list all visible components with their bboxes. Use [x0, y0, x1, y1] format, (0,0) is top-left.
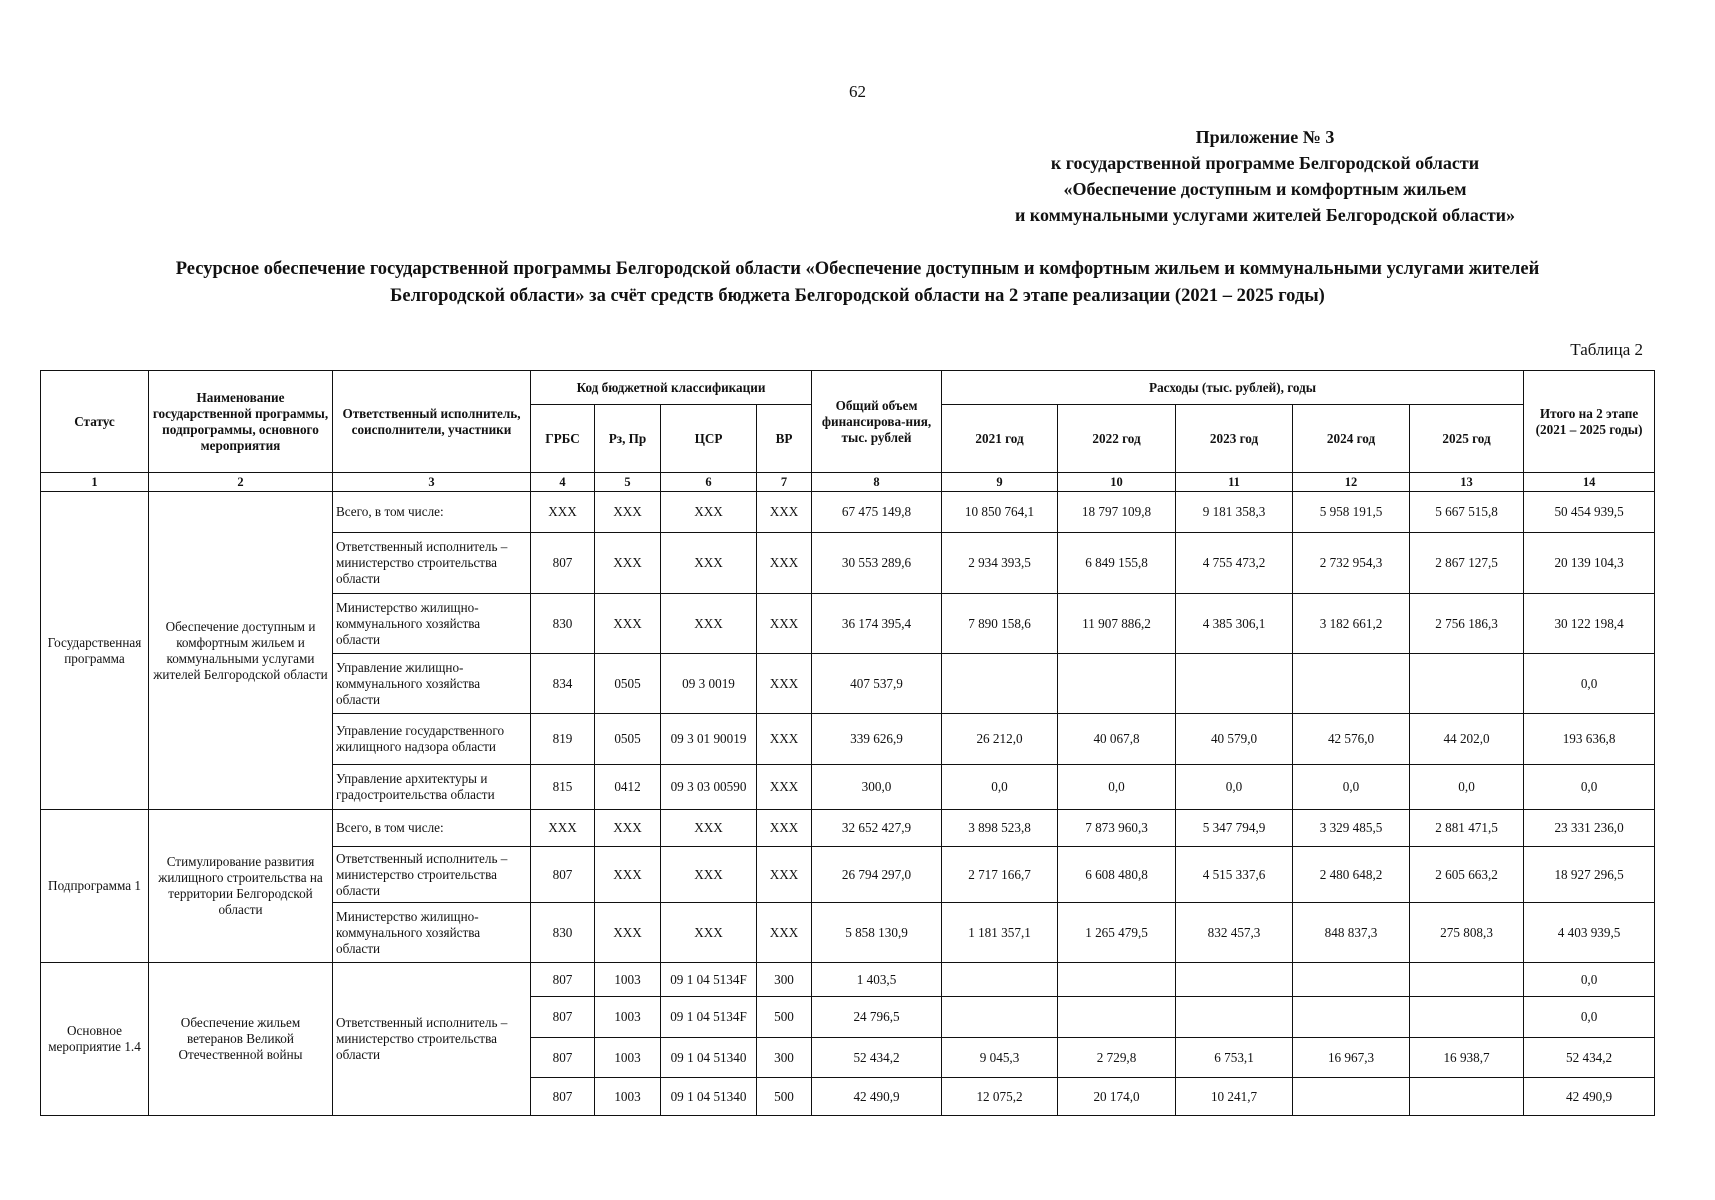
- status-cell: Подпрограмма 1: [41, 810, 149, 963]
- y2022-cell: 1 265 479,5: [1058, 903, 1176, 963]
- header-2024: 2024 год: [1293, 405, 1410, 473]
- y2024-cell: 2 732 954,3: [1293, 533, 1410, 594]
- y2024-cell: 2 480 648,2: [1293, 847, 1410, 903]
- y2023-cell: 0,0: [1176, 765, 1293, 810]
- y2022-cell: 11 907 886,2: [1058, 594, 1176, 654]
- y2023-cell: 40 579,0: [1176, 714, 1293, 765]
- grbs-cell: 807: [531, 1038, 595, 1078]
- itogo-cell: 52 434,2: [1524, 1038, 1655, 1078]
- y2023-cell: 10 241,7: [1176, 1078, 1293, 1116]
- y2021-cell: 2 717 166,7: [942, 847, 1058, 903]
- index-cell: 8: [812, 473, 942, 492]
- header-2023: 2023 год: [1176, 405, 1293, 473]
- vr-cell: 500: [757, 1078, 812, 1116]
- index-cell: 7: [757, 473, 812, 492]
- y2021-cell: 10 850 764,1: [942, 492, 1058, 533]
- y2024-cell: 5 958 191,5: [1293, 492, 1410, 533]
- grbs-cell: 819: [531, 714, 595, 765]
- title-line: Белгородской области» за счёт средств бюджета Белгородской области на 2 этапе реализации (2021 – 2025 годы): [390, 286, 1325, 306]
- grbs-cell: 807: [531, 847, 595, 903]
- rzpr-cell: 0412: [595, 765, 661, 810]
- header-budget-code: Код бюджетной классификации: [531, 371, 812, 405]
- vr-cell: XXX: [757, 847, 812, 903]
- total-cell: 42 490,9: [812, 1078, 942, 1116]
- y2024-cell: 848 837,3: [1293, 903, 1410, 963]
- grbs-cell: 807: [531, 963, 595, 997]
- y2024-cell: 0,0: [1293, 765, 1410, 810]
- grbs-cell: 807: [531, 533, 595, 594]
- y2023-cell: 6 753,1: [1176, 1038, 1293, 1078]
- total-cell: 407 537,9: [812, 654, 942, 714]
- y2021-cell: [942, 997, 1058, 1038]
- y2025-cell: 2 867 127,5: [1410, 533, 1524, 594]
- header-2021: 2021 год: [942, 405, 1058, 473]
- executor-cell: Всего, в том числе:: [333, 810, 531, 847]
- y2022-cell: [1058, 997, 1176, 1038]
- executor-cell: Министерство жилищно-коммунального хозяйства области: [333, 594, 531, 654]
- header-status: Статус: [41, 371, 149, 473]
- y2023-cell: [1176, 963, 1293, 997]
- index-cell: 9: [942, 473, 1058, 492]
- vr-cell: XXX: [757, 492, 812, 533]
- y2024-cell: 42 576,0: [1293, 714, 1410, 765]
- table-row: [41, 810, 1655, 847]
- executor-cell: Ответственный исполнитель – министерство строительства области: [333, 963, 531, 1116]
- header-2022: 2022 год: [1058, 405, 1176, 473]
- appendix-line: и коммунальными услугами жителей Белгородской области»: [1014, 205, 1516, 225]
- total-cell: 339 626,9: [812, 714, 942, 765]
- header-vr: ВР: [757, 405, 812, 473]
- index-cell: 3: [333, 473, 531, 492]
- appendix-line: к государственной программе Белгородской области: [1050, 153, 1480, 173]
- y2024-cell: 3 329 485,5: [1293, 810, 1410, 847]
- y2025-cell: 16 938,7: [1410, 1038, 1524, 1078]
- csr-cell: XXX: [661, 810, 757, 847]
- index-cell: 6: [661, 473, 757, 492]
- executor-cell: Министерство жилищно-коммунального хозяйства области: [333, 903, 531, 963]
- title-line: Ресурсное обеспечение государственной программы Белгородской области «Обеспечение доступным и комфортным жильем и коммунальными услугами жителей: [175, 259, 1540, 279]
- header-grbs: ГРБС: [531, 405, 595, 473]
- y2025-cell: 5 667 515,8: [1410, 492, 1524, 533]
- total-cell: 5 858 130,9: [812, 903, 942, 963]
- csr-cell: 09 3 01 90019: [661, 714, 757, 765]
- rzpr-cell: 1003: [595, 1078, 661, 1116]
- y2022-cell: 2 729,8: [1058, 1038, 1176, 1078]
- resource-table: [40, 370, 1655, 1116]
- total-cell: 30 553 289,6: [812, 533, 942, 594]
- y2022-cell: 18 797 109,8: [1058, 492, 1176, 533]
- page-number: 62: [849, 82, 866, 101]
- header-2025: 2025 год: [1410, 405, 1524, 473]
- y2025-cell: 44 202,0: [1410, 714, 1524, 765]
- y2023-cell: 4 515 337,6: [1176, 847, 1293, 903]
- rzpr-cell: 0505: [595, 654, 661, 714]
- grbs-cell: 807: [531, 997, 595, 1038]
- csr-cell: 09 1 04 5134F: [661, 997, 757, 1038]
- total-cell: 24 796,5: [812, 997, 942, 1038]
- itogo-cell: 23 331 236,0: [1524, 810, 1655, 847]
- total-cell: 52 434,2: [812, 1038, 942, 1078]
- total-cell: 300,0: [812, 765, 942, 810]
- y2021-cell: [942, 654, 1058, 714]
- itogo-cell: 50 454 939,5: [1524, 492, 1655, 533]
- itogo-cell: 0,0: [1524, 997, 1655, 1038]
- rzpr-cell: XXX: [595, 810, 661, 847]
- csr-cell: 09 3 03 00590: [661, 765, 757, 810]
- csr-cell: XXX: [661, 492, 757, 533]
- index-cell: 4: [531, 473, 595, 492]
- header-total: Общий объем финансирова-ния, тыс. рублей: [812, 371, 942, 473]
- header-expenses: Расходы (тыс. рублей), годы: [942, 371, 1524, 405]
- y2024-cell: [1293, 997, 1410, 1038]
- y2021-cell: 2 934 393,5: [942, 533, 1058, 594]
- itogo-cell: 42 490,9: [1524, 1078, 1655, 1116]
- program-name-cell: Стимулирование развития жилищного строительства на территории Белгородской области: [149, 810, 333, 963]
- grbs-cell: 815: [531, 765, 595, 810]
- rzpr-cell: XXX: [595, 847, 661, 903]
- csr-cell: XXX: [661, 903, 757, 963]
- y2022-cell: 7 873 960,3: [1058, 810, 1176, 847]
- rzpr-cell: 1003: [595, 963, 661, 997]
- rzpr-cell: XXX: [595, 594, 661, 654]
- table-label: Таблица 2: [1570, 340, 1643, 359]
- index-cell: 12: [1293, 473, 1410, 492]
- y2025-cell: 2 881 471,5: [1410, 810, 1524, 847]
- y2021-cell: 26 212,0: [942, 714, 1058, 765]
- y2025-cell: 0,0: [1410, 765, 1524, 810]
- csr-cell: 09 1 04 51340: [661, 1078, 757, 1116]
- y2025-cell: 2 756 186,3: [1410, 594, 1524, 654]
- y2025-cell: [1410, 654, 1524, 714]
- csr-cell: XXX: [661, 594, 757, 654]
- itogo-cell: 0,0: [1524, 765, 1655, 810]
- grbs-cell: 830: [531, 594, 595, 654]
- rzpr-cell: 1003: [595, 997, 661, 1038]
- vr-cell: XXX: [757, 765, 812, 810]
- itogo-cell: 0,0: [1524, 654, 1655, 714]
- csr-cell: 09 1 04 51340: [661, 1038, 757, 1078]
- y2023-cell: 4 755 473,2: [1176, 533, 1293, 594]
- y2021-cell: 7 890 158,6: [942, 594, 1058, 654]
- vr-cell: XXX: [757, 594, 812, 654]
- vr-cell: 300: [757, 963, 812, 997]
- y2023-cell: [1176, 654, 1293, 714]
- csr-cell: XXX: [661, 533, 757, 594]
- y2021-cell: [942, 963, 1058, 997]
- header-executor: Ответственный исполнитель, соисполнители, участники: [333, 371, 531, 473]
- index-cell: 10: [1058, 473, 1176, 492]
- vr-cell: XXX: [757, 714, 812, 765]
- total-cell: 26 794 297,0: [812, 847, 942, 903]
- grbs-cell: 830: [531, 903, 595, 963]
- y2022-cell: [1058, 654, 1176, 714]
- itogo-cell: 20 139 104,3: [1524, 533, 1655, 594]
- vr-cell: 300: [757, 1038, 812, 1078]
- index-cell: 11: [1176, 473, 1293, 492]
- header-rzpr: Рз, Пр: [595, 405, 661, 473]
- rzpr-cell: XXX: [595, 903, 661, 963]
- index-cell: 5: [595, 473, 661, 492]
- grbs-cell: 807: [531, 1078, 595, 1116]
- y2025-cell: 275 808,3: [1410, 903, 1524, 963]
- itogo-cell: 18 927 296,5: [1524, 847, 1655, 903]
- executor-cell: Ответственный исполнитель – министерство строительства области: [333, 533, 531, 594]
- vr-cell: XXX: [757, 903, 812, 963]
- header-csr: ЦСР: [661, 405, 757, 473]
- total-cell: 36 174 395,4: [812, 594, 942, 654]
- y2021-cell: 12 075,2: [942, 1078, 1058, 1116]
- program-name-cell: Обеспечение жильем ветеранов Великой Отечественной войны: [149, 963, 333, 1116]
- header-itogo: Итого на 2 этапе (2021 – 2025 годы): [1524, 371, 1655, 473]
- csr-cell: XXX: [661, 847, 757, 903]
- total-cell: 32 652 427,9: [812, 810, 942, 847]
- program-name-cell: Обеспечение доступным и комфортным жильем и коммунальными услугами жителей Белгородской области: [149, 492, 333, 810]
- vr-cell: XXX: [757, 654, 812, 714]
- y2024-cell: [1293, 654, 1410, 714]
- vr-cell: XXX: [757, 810, 812, 847]
- y2022-cell: 6 849 155,8: [1058, 533, 1176, 594]
- y2023-cell: 9 181 358,3: [1176, 492, 1293, 533]
- y2023-cell: 5 347 794,9: [1176, 810, 1293, 847]
- y2024-cell: 16 967,3: [1293, 1038, 1410, 1078]
- itogo-cell: 30 122 198,4: [1524, 594, 1655, 654]
- y2023-cell: 832 457,3: [1176, 903, 1293, 963]
- vr-cell: XXX: [757, 533, 812, 594]
- status-cell: Государственная программа: [41, 492, 149, 810]
- grbs-cell: XXX: [531, 810, 595, 847]
- itogo-cell: 4 403 939,5: [1524, 903, 1655, 963]
- total-cell: 1 403,5: [812, 963, 942, 997]
- y2022-cell: 0,0: [1058, 765, 1176, 810]
- y2025-cell: [1410, 1078, 1524, 1116]
- y2025-cell: [1410, 997, 1524, 1038]
- y2024-cell: [1293, 963, 1410, 997]
- appendix-line: Приложение № 3: [1195, 127, 1335, 147]
- rzpr-cell: XXX: [595, 492, 661, 533]
- itogo-cell: 0,0: [1524, 963, 1655, 997]
- y2021-cell: 0,0: [942, 765, 1058, 810]
- y2024-cell: 3 182 661,2: [1293, 594, 1410, 654]
- y2021-cell: 1 181 357,1: [942, 903, 1058, 963]
- executor-cell: Всего, в том числе:: [333, 492, 531, 533]
- y2024-cell: [1293, 1078, 1410, 1116]
- header-name: Наименование государственной программы, подпрограммы, основного мероприятия: [149, 371, 333, 473]
- y2023-cell: [1176, 997, 1293, 1038]
- index-cell: 1: [41, 473, 149, 492]
- y2025-cell: 2 605 663,2: [1410, 847, 1524, 903]
- grbs-cell: XXX: [531, 492, 595, 533]
- y2022-cell: 40 067,8: [1058, 714, 1176, 765]
- y2022-cell: [1058, 963, 1176, 997]
- table-row: [41, 492, 1655, 533]
- index-cell: 13: [1410, 473, 1524, 492]
- table-row: [41, 963, 1655, 997]
- rzpr-cell: 0505: [595, 714, 661, 765]
- rzpr-cell: 1003: [595, 1038, 661, 1078]
- csr-cell: 09 1 04 5134F: [661, 963, 757, 997]
- executor-cell: Ответственный исполнитель – министерство строительства области: [333, 847, 531, 903]
- rzpr-cell: XXX: [595, 533, 661, 594]
- y2022-cell: 6 608 480,8: [1058, 847, 1176, 903]
- executor-cell: Управление архитектуры и градостроительства области: [333, 765, 531, 810]
- status-cell: Основное мероприятие 1.4: [41, 963, 149, 1116]
- executor-cell: Управление государственного жилищного надзора области: [333, 714, 531, 765]
- y2021-cell: 3 898 523,8: [942, 810, 1058, 847]
- total-cell: 67 475 149,8: [812, 492, 942, 533]
- grbs-cell: 834: [531, 654, 595, 714]
- document-title: [60, 256, 1655, 310]
- csr-cell: 09 3 0019: [661, 654, 757, 714]
- itogo-cell: 193 636,8: [1524, 714, 1655, 765]
- appendix-line: «Обеспечение доступным и комфортным жильем: [1063, 179, 1467, 199]
- y2023-cell: 4 385 306,1: [1176, 594, 1293, 654]
- index-cell: 14: [1524, 473, 1655, 492]
- y2025-cell: [1410, 963, 1524, 997]
- executor-cell: Управление жилищно-коммунального хозяйства области: [333, 654, 531, 714]
- y2022-cell: 20 174,0: [1058, 1078, 1176, 1116]
- vr-cell: 500: [757, 997, 812, 1038]
- index-cell: 2: [149, 473, 333, 492]
- y2021-cell: 9 045,3: [942, 1038, 1058, 1078]
- appendix-block: [955, 124, 1575, 228]
